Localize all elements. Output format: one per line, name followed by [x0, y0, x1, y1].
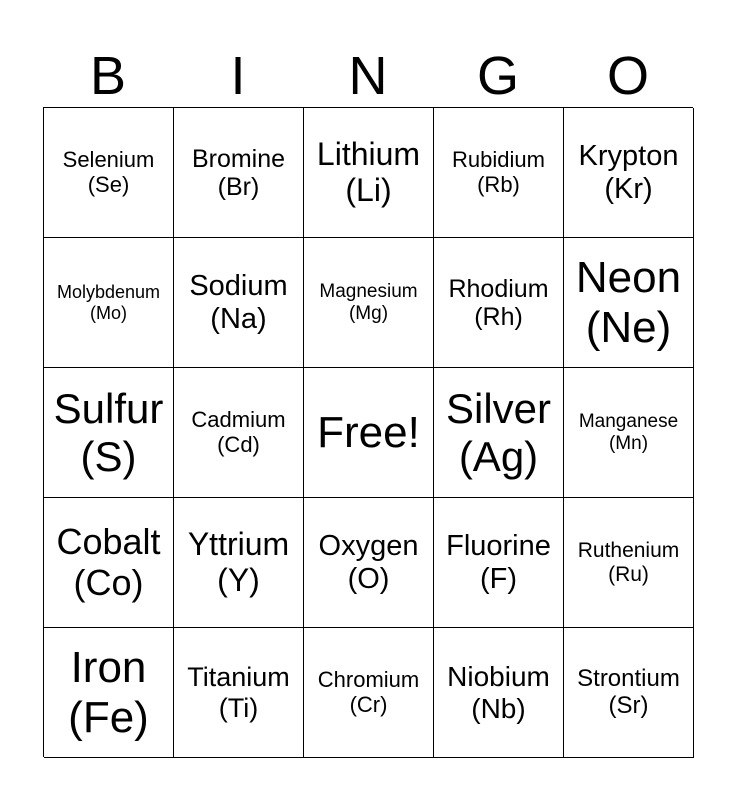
element-name: Rubidium	[452, 146, 545, 172]
element-symbol: (Sr)	[608, 691, 649, 719]
element-name: Molybdenum	[56, 282, 161, 303]
element-name: Niobium	[447, 661, 550, 693]
element-name: Magnesium	[319, 281, 418, 303]
element-name: Chromium	[317, 666, 420, 692]
element-symbol: (Cr)	[349, 691, 388, 717]
bingo-board	[43, 107, 693, 757]
bingo-cell[interactable]	[174, 108, 304, 238]
element-symbol: (Rb)	[477, 171, 520, 197]
element-name: Selenium	[62, 146, 155, 172]
element-symbol: (F)	[479, 562, 518, 595]
header-letter-n: N	[348, 46, 388, 106]
free-space-cell[interactable]	[304, 368, 434, 498]
element-symbol: (O)	[347, 562, 390, 595]
bingo-cell[interactable]	[564, 498, 694, 628]
bingo-cell[interactable]	[44, 628, 174, 758]
element-name: Cadmium	[191, 406, 286, 432]
element-symbol: (Rh)	[474, 302, 523, 331]
bingo-cell[interactable]	[174, 238, 304, 368]
element-name: Yttrium	[187, 525, 290, 562]
element-name: Krypton	[578, 140, 679, 173]
element-symbol: (Ti)	[218, 692, 259, 723]
element-symbol: (Y)	[217, 561, 260, 598]
header-letter-g: G	[476, 46, 519, 106]
bingo-cell[interactable]	[564, 628, 694, 758]
bingo-cell[interactable]	[44, 108, 174, 238]
bingo-cell[interactable]	[44, 238, 174, 368]
element-symbol: (Br)	[217, 172, 260, 201]
element-symbol: (Ru)	[608, 562, 649, 586]
element-name: Oxygen	[318, 530, 419, 563]
element-symbol: (S)	[80, 432, 137, 480]
element-name: Neon	[575, 253, 682, 303]
element-name: Fluorine	[446, 530, 551, 563]
element-symbol: (Kr)	[604, 172, 653, 205]
element-symbol: (Co)	[73, 561, 144, 603]
element-name: Lithium	[316, 135, 421, 172]
bingo-cell[interactable]	[434, 238, 564, 368]
bingo-cell[interactable]	[564, 108, 694, 238]
bingo-cell[interactable]	[434, 498, 564, 628]
element-symbol: (Na)	[210, 302, 267, 335]
element-name: Strontium	[577, 664, 680, 692]
bingo-cell[interactable]	[564, 368, 694, 498]
element-name: Silver	[445, 385, 552, 433]
element-name: Rhodium	[448, 274, 549, 303]
element-symbol: (Li)	[345, 171, 392, 208]
bingo-cell[interactable]	[304, 628, 434, 758]
bingo-cell[interactable]	[44, 498, 174, 628]
bingo-header	[43, 44, 693, 108]
bingo-cell[interactable]	[304, 108, 434, 238]
element-symbol: (Cd)	[217, 431, 260, 457]
element-name: Titanium	[187, 662, 290, 693]
element-symbol: (Mo)	[90, 302, 127, 323]
element-symbol: (Se)	[87, 171, 130, 197]
header-letter-i: I	[230, 46, 246, 106]
element-name: Sulfur	[53, 385, 164, 433]
element-symbol: (Nb)	[471, 692, 526, 724]
bingo-cell[interactable]	[174, 628, 304, 758]
bingo-cell[interactable]	[434, 628, 564, 758]
bingo-cell[interactable]	[44, 368, 174, 498]
element-name: Bromine	[191, 144, 286, 173]
element-symbol: (Ne)	[585, 302, 672, 352]
element-symbol: (Mg)	[348, 302, 389, 324]
free-space-label: Free!	[317, 407, 420, 457]
element-name: Cobalt	[56, 521, 161, 563]
bingo-cell[interactable]	[434, 108, 564, 238]
header-letter-b: B	[89, 46, 127, 106]
bingo-cell[interactable]	[564, 238, 694, 368]
element-name: Ruthenium	[577, 538, 680, 562]
bingo-cell[interactable]	[174, 498, 304, 628]
bingo-cell[interactable]	[174, 368, 304, 498]
element-name: Manganese	[578, 411, 679, 433]
element-symbol: (Mn)	[608, 432, 649, 454]
element-name: Sodium	[189, 270, 288, 303]
bingo-cell[interactable]	[434, 368, 564, 498]
header-letter-o: O	[606, 46, 649, 106]
element-symbol: (Fe)	[68, 692, 149, 742]
element-symbol: (Ag)	[458, 432, 539, 480]
bingo-cell[interactable]	[304, 238, 434, 368]
bingo-cell[interactable]	[304, 498, 434, 628]
element-name: Iron	[70, 643, 147, 693]
